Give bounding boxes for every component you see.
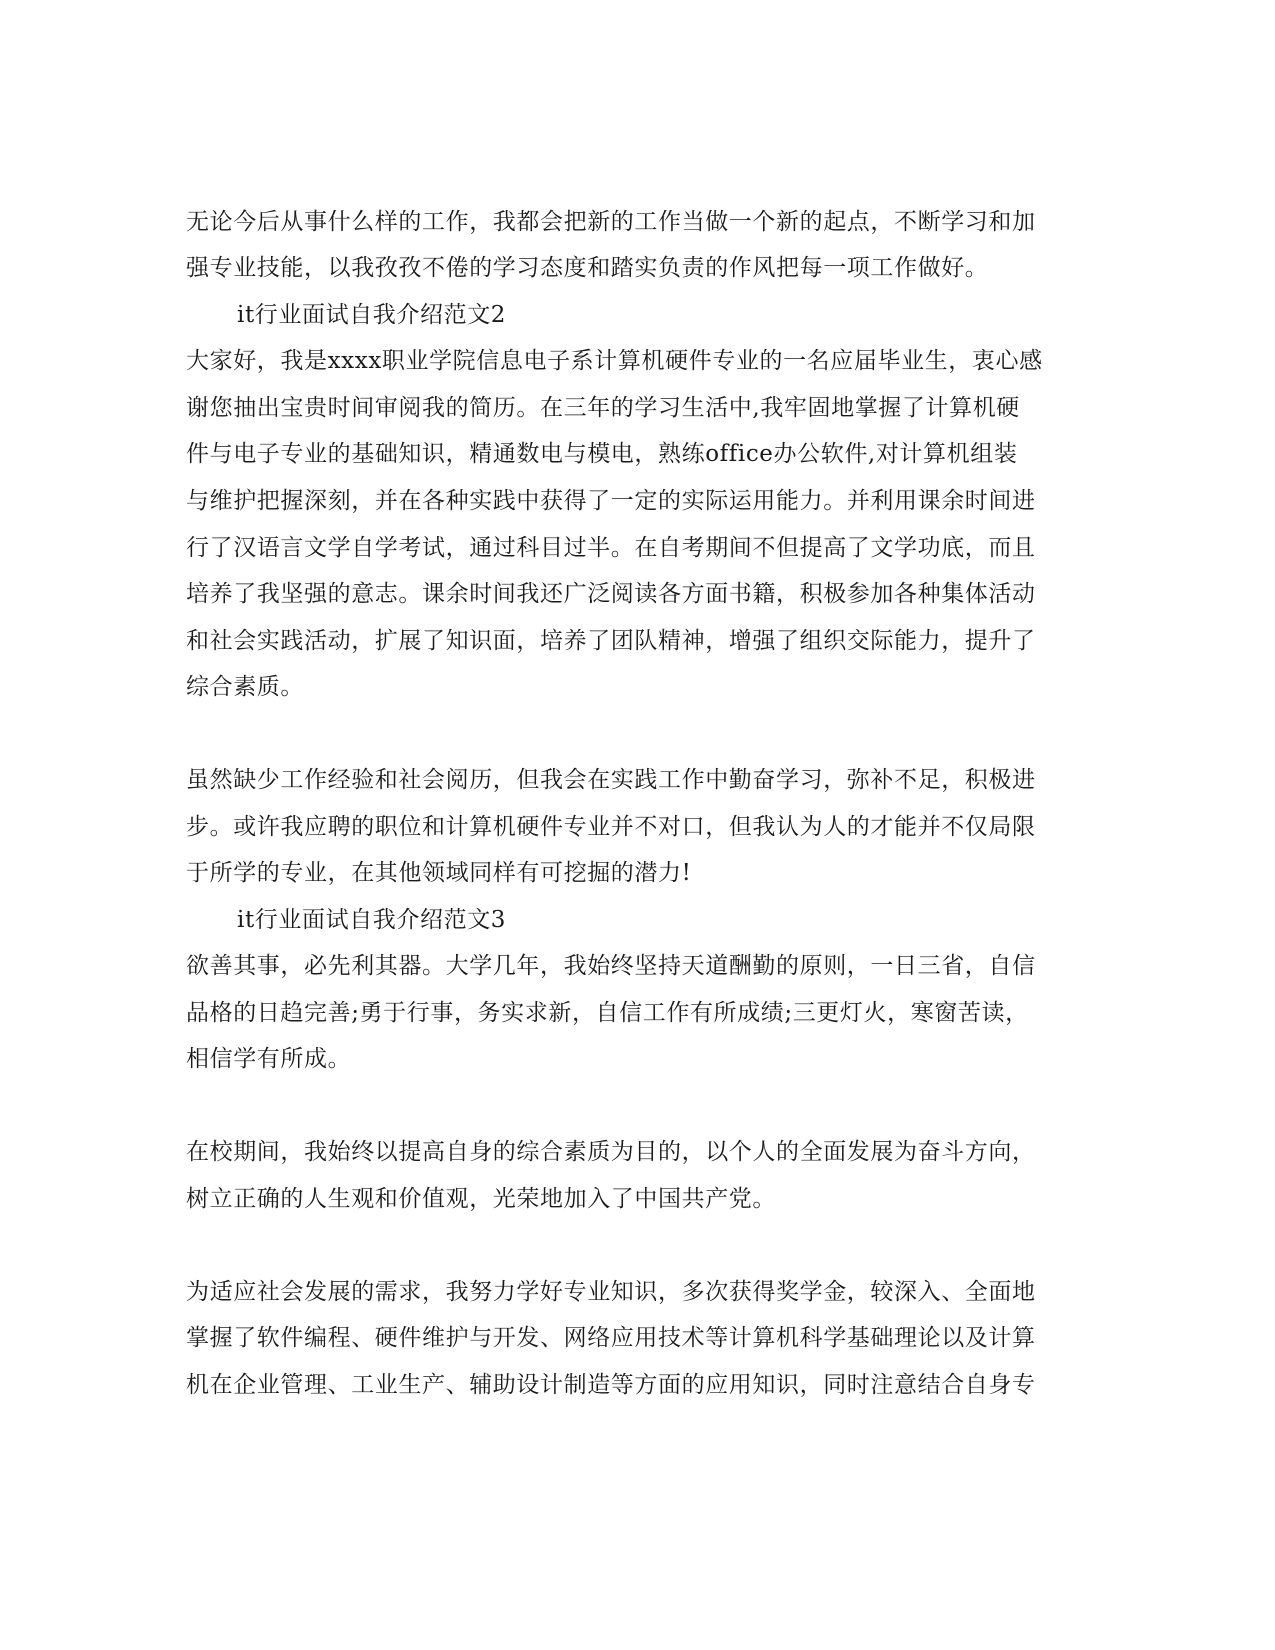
text-line: 谢您抽出宝贵时间审阅我的简历。在三年的学习生活中,我牢固地掌握了计算机硬 — [186, 395, 1020, 421]
text-line: 大家好，我是xxxx职业学院信息电子系计算机硬件专业的一名应届毕业生，衷心感 — [186, 348, 1043, 374]
text-line: 和社会实践活动，扩展了知识面，培养了团队精神，增强了组织交际能力，提升了 — [186, 628, 1036, 654]
text-line: 品格的日趋完善;勇于行事，务实求新，自信工作有所成绩;三更灯火，寒窗苦读， — [186, 1000, 1029, 1026]
text-line: 欲善其事，必先利其器。大学几年，我始终坚持天道酬勤的原则，一日三省，自信 — [186, 953, 1036, 979]
text-line: 树立正确的人生观和价值观，光荣地加入了中国共产党。 — [186, 1186, 776, 1212]
text-line: 行了汉语言文学自学考试，通过科目过半。在自考期间不但提高了文学功底，而且 — [186, 535, 1036, 561]
text-line: 虽然缺少工作经验和社会阅历，但我会在实践工作中勤奋学习，弥补不足，积极进 — [186, 767, 1036, 793]
text-line: 培养了我坚强的意志。课余时间我还广泛阅读各方面书籍，积极参加各种集体活动 — [186, 581, 1036, 607]
text-line: 综合素质。 — [186, 674, 304, 700]
text-line: 强专业技能，以我孜孜不倦的学习态度和踏实负责的作风把每一项工作做好。 — [186, 255, 989, 281]
section-heading: it行业面试自我介绍范文2 — [237, 302, 507, 328]
text-line: 与维护把握深刻，并在各种实践中获得了一定的实际运用能力。并利用课余时间进 — [186, 488, 1036, 514]
section-heading: it行业面试自我介绍范文3 — [237, 907, 507, 933]
text-line: 无论今后从事什么样的工作，我都会把新的工作当做一个新的起点，不断学习和加 — [186, 209, 1036, 235]
text-line: 在校期间，我始终以提高自身的综合素质为目的，以个人的全面发展为奋斗方向， — [186, 1139, 1036, 1165]
text-line: 机在企业管理、工业生产、辅助设计制造等方面的应用知识，同时注意结合自身专 — [186, 1372, 1036, 1398]
text-line: 于所学的专业，在其他领域同样有可挖掘的潜力! — [186, 860, 692, 886]
text-line: 件与电子专业的基础知识，精通数电与模电，熟练office办公软件,对计算机组装 — [186, 441, 1018, 467]
text-line: 为适应社会发展的需求，我努力学好专业知识，多次获得奖学金，较深入、全面地 — [186, 1279, 1036, 1305]
text-line: 掌握了软件编程、硬件维护与开发、网络应用技术等计算机科学基础理论以及计算 — [186, 1325, 1036, 1351]
text-line: 相信学有所成。 — [186, 1046, 352, 1072]
text-line: 步。或许我应聘的职位和计算机硬件专业并不对口，但我认为人的才能并不仅局限 — [186, 814, 1036, 840]
